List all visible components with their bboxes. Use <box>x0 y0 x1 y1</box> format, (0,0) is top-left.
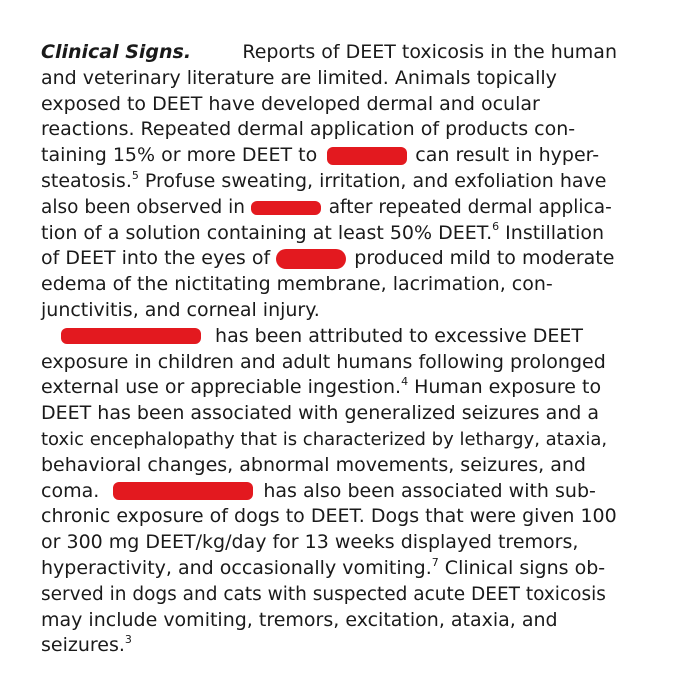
text-line <box>41 117 617 143</box>
text-line-content: edema of the nictitating membrane, lacrimation, con- <box>41 273 553 296</box>
text-line-content: exposed to DEET have developed dermal and ocular <box>41 92 540 115</box>
text-line <box>41 169 617 195</box>
text-line-content: Human exposure to <box>408 376 602 399</box>
text-line <box>41 143 617 169</box>
text-line <box>41 298 617 324</box>
text-line <box>41 195 617 221</box>
text-line-content: Instillation <box>499 221 605 244</box>
text-line-content: chronic exposure of dogs to DEET. Dogs that were given 100 <box>41 505 617 528</box>
text-line <box>41 633 617 659</box>
text-line-content: behavioral changes, abnormal movements, seizures, and <box>41 453 586 476</box>
text-line-content: or 300 mg DEET/kg/day for 13 weeks displayed tremors, <box>41 531 579 554</box>
text-line <box>41 246 617 272</box>
text-line <box>41 504 617 530</box>
text-line-content: toxic encephalopathy that is characterized by lethargy, ataxia, <box>41 428 608 450</box>
text-line <box>41 92 617 118</box>
document-text <box>41 40 617 659</box>
text-line-content: reactions. Repeated dermal application of products con- <box>41 118 576 141</box>
redaction-mark <box>113 482 253 500</box>
redaction-mark <box>251 201 321 215</box>
text-line-content: of DEET into the eyes of <box>41 247 271 270</box>
text-line-content: hyperactivity, and occasionally vomiting. <box>41 556 432 579</box>
text-line-content: junctivitis, and corneal injury. <box>41 298 320 321</box>
text-line-content: has also been associated with sub- <box>263 479 596 502</box>
footnote-ref: 5 <box>131 168 139 182</box>
text-line-content: taining 15% or more DEET to <box>41 144 318 167</box>
text-line <box>41 530 617 556</box>
text-line-content: can result in hyper- <box>415 144 600 167</box>
text-line <box>41 221 617 247</box>
text-line-content: served in dogs and cats with suspected acute DEET toxicosis <box>41 583 606 605</box>
text-line <box>41 608 617 634</box>
text-line-content: also been observed in <box>41 196 245 218</box>
text-line-content: DEET has been associated with generalized seizures and a <box>41 402 600 425</box>
text-line-content: coma. <box>41 479 100 502</box>
footnote-ref: 7 <box>431 555 439 569</box>
text-line-content: Reports of DEET toxicosis in the human <box>242 41 617 63</box>
text-line-content: tion of a solution containing at least 50% DEET. <box>41 221 493 244</box>
text-line <box>41 556 617 582</box>
text-line <box>41 582 617 608</box>
text-line-content: exposure in children and adult humans following prolonged <box>41 350 606 373</box>
text-line-content: Profuse sweating, irritation, and exfoliation have <box>138 169 607 192</box>
redaction-mark <box>327 147 407 165</box>
text-line <box>41 453 617 479</box>
text-line <box>41 66 617 92</box>
text-line-content: and veterinary literature are limited. Animals topically <box>41 66 557 89</box>
text-line <box>41 401 617 427</box>
footnote-ref: 3 <box>124 633 132 646</box>
text-line <box>41 350 617 376</box>
redaction-mark <box>61 328 201 344</box>
redaction-mark <box>276 249 346 269</box>
text-line <box>41 272 617 298</box>
footnote-ref: 4 <box>401 375 409 389</box>
text-line <box>41 40 617 66</box>
text-line <box>41 479 617 505</box>
text-line-content: steatosis. <box>41 169 132 192</box>
text-line-content: after repeated dermal applica- <box>328 196 612 218</box>
text-line-content: may include vomiting, tremors, excitation, ataxia, and <box>41 608 558 631</box>
text-line <box>41 324 617 350</box>
text-line <box>41 427 617 453</box>
footnote-ref: 6 <box>492 220 500 234</box>
text-line-content: external use or appreciable ingestion. <box>41 376 402 399</box>
text-line-content: Clinical signs ob- <box>438 556 606 579</box>
text-line-content: produced mild to moderate <box>354 247 615 270</box>
section-heading: Clinical Signs. <box>41 41 192 63</box>
text-line <box>41 375 617 401</box>
text-line-content: seizures. <box>41 634 125 657</box>
text-line-content: has been attributed to excessive DEET <box>215 324 583 347</box>
